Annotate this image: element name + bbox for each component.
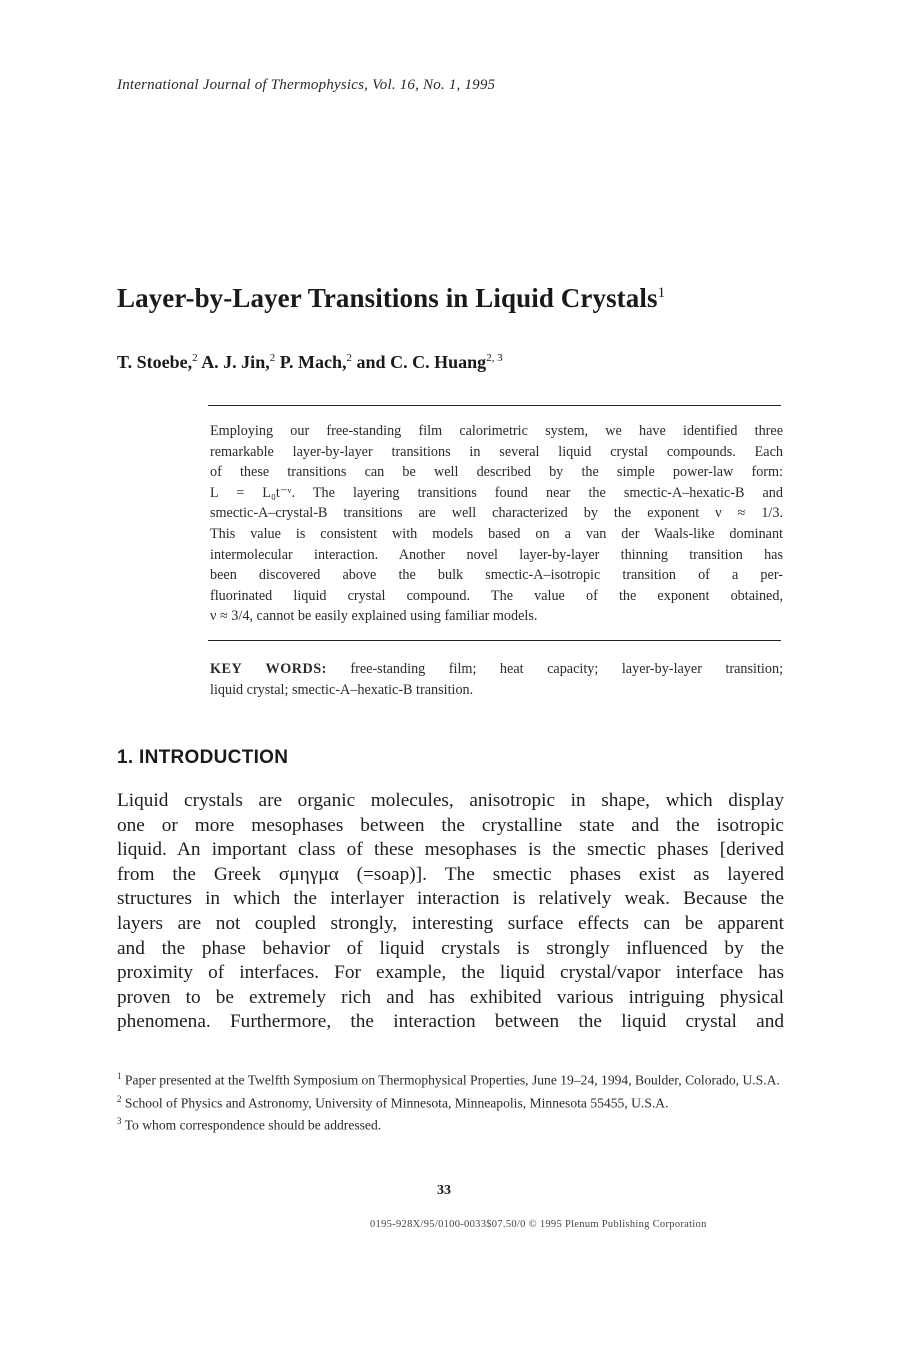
body-line: proximity of interfaces. For example, the liquid crystal/vapor interface has: [117, 962, 784, 984]
body-line: proven to be extremely rich and has exhibited various intriguing physical: [117, 986, 784, 1008]
abstract-top-rule: [208, 405, 781, 406]
keywords-label: KEY WORDS:: [210, 661, 327, 677]
paper-title: [117, 283, 665, 314]
title-text: Layer-by-Layer Transitions in Liquid Crystals: [117, 283, 658, 313]
abstract-line: intermolecular interaction. Another novel layer-by-layer thinning transition has: [210, 546, 783, 563]
body-line: phenomena. Furthermore, the interaction between the liquid crystal and: [117, 1011, 784, 1033]
author-affiliation-mark: 2, 3: [486, 352, 503, 364]
introduction-body: [117, 789, 784, 1035]
footnote-text: To whom correspondence should be addressed.: [124, 1117, 382, 1133]
abstract-line: remarkable layer-by-layer transitions in several liquid crystal compounds. Each: [210, 443, 783, 460]
body-line: and the phase behavior of liquid crystals is strongly influenced by the: [117, 937, 784, 959]
abstract: [210, 421, 783, 627]
section-heading: 1. INTRODUCTION: [117, 747, 289, 768]
abstract-line: This value is consistent with models based on a van der Waals-like dominant: [210, 525, 783, 542]
abstract-line: L = L₀t⁻ᵛ. The layering transitions found near the smectic-A–hexatic-B and: [210, 484, 783, 501]
footnote-text: Paper presented at the Twelfth Symposium on Thermophysical Properties, June 19–24, 1994, Boulder, Colorado, U.S.A.: [124, 1072, 780, 1088]
body-line: structures in which the interlayer interaction is relatively weak. Because the: [117, 888, 784, 910]
author: P. Mach,: [279, 352, 347, 372]
body-line: layers are not coupled strongly, interesting surface effects can be apparent: [117, 912, 784, 934]
abstract-bottom-rule: [208, 640, 781, 641]
footnote-text: School of Physics and Astronomy, University of Minnesota, Minneapolis, Minnesota 55455, U.S.A.: [124, 1095, 669, 1111]
author-list: [117, 352, 503, 373]
footnote-mark: 3: [117, 1116, 122, 1127]
copyright-line: 0195-928X/95/0100-0033$07.50/0 © 1995 Plenum Publishing Corporation: [370, 1219, 707, 1230]
page-number: 33: [437, 1183, 451, 1198]
author: A. J. Jin,: [201, 352, 270, 372]
body-line: one or more mesophases between the crystalline state and the isotropic: [117, 814, 784, 836]
footnote: [117, 1090, 784, 1113]
author-affiliation-mark: 2: [269, 352, 276, 364]
abstract-line: smectic-A–crystal-B transitions are well characterized by the exponent ν ≈ 1/3.: [210, 505, 783, 522]
keywords: [210, 659, 783, 700]
abstract-line: ν ≈ 3/4, cannot be easily explained using familiar models.: [210, 608, 538, 625]
title-footnote-mark: 1: [657, 285, 666, 301]
keywords-line: liquid crystal; smectic-A–hexatic-B transition.: [210, 681, 474, 698]
footnote-mark: 1: [117, 1071, 122, 1081]
abstract-line: been discovered above the bulk smectic-A–isotropic transition of a per-: [210, 567, 783, 584]
journal-header: International Journal of Thermophysics, Vol. 16, No. 1, 1995: [117, 77, 496, 93]
footnote-mark: 2: [117, 1093, 122, 1104]
abstract-line: fluorinated liquid crystal compound. The value of the exponent obtained,: [210, 587, 783, 604]
body-line: liquid. An important class of these mesophases is the smectic phases [derived: [117, 839, 784, 861]
author: T. Stoebe,: [117, 352, 193, 372]
keywords-line: [210, 659, 783, 680]
body-line: Liquid crystals are organic molecules, anisotropic in shape, which display: [117, 790, 784, 811]
body-line: from the Greek σμηγμα (=soap)]. The smectic phases exist as layered: [117, 863, 784, 885]
abstract-line: Employing our free-standing film calorimetric system, we have identified three: [210, 423, 783, 439]
abstract-line: of these transitions can be well described by the simple power-law form:: [210, 464, 783, 481]
author-affiliation-mark: 2: [192, 352, 198, 364]
footnote: [117, 1112, 784, 1135]
author: and C. C. Huang: [356, 352, 487, 372]
keywords-text: free-standing film; heat capacity; layer-by-layer transition;: [350, 661, 784, 677]
footnotes: [117, 1067, 784, 1135]
footnote: [117, 1067, 784, 1090]
author-affiliation-mark: 2: [346, 352, 353, 364]
